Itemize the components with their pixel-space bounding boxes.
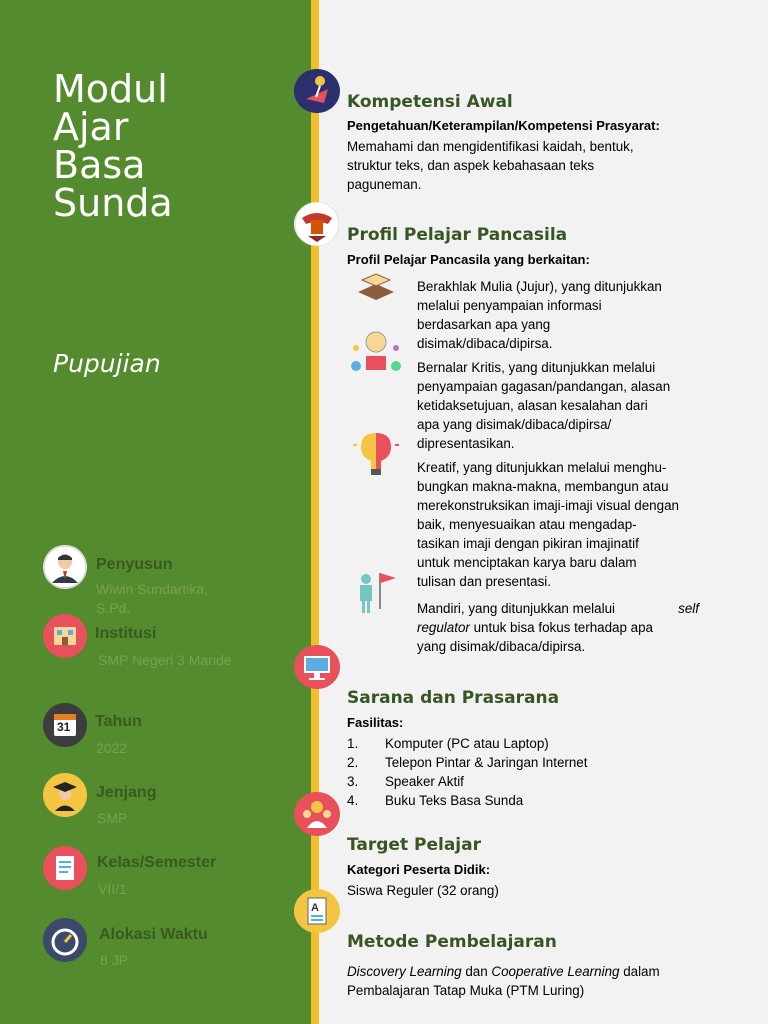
accent-bar: [311, 0, 319, 1024]
graduate-icon: [43, 773, 87, 817]
garuda-icon: [294, 202, 340, 246]
target-value: Siswa Reguler (32 orang): [347, 883, 499, 898]
svg-text:A: A: [311, 902, 319, 914]
document-icon: [294, 889, 340, 933]
facility-list: [347, 734, 587, 810]
cover-title-line: Ajar: [53, 105, 129, 149]
section-title: Target Pelajar: [347, 835, 481, 855]
cover-title-line: Basa: [53, 143, 146, 187]
calendar-number: 31: [57, 720, 71, 734]
section-text: Memahami dan mengidentifikasi kaidah, bentuk, struktur teks, dan aspek kebahasaan teks paguneman.: [347, 139, 634, 192]
info-value: VII/1: [98, 881, 127, 897]
section-subtitle: Fasilitas:: [347, 715, 404, 730]
students-icon: [294, 792, 340, 836]
monitor-icon: [294, 645, 340, 689]
info-value: 2022: [96, 740, 128, 756]
profil-text-kreatif: Kreatif, yang ditunjukkan melalui menghu- bungkan makna-makna, membangun atau merekonstruksikan imaji-imaji visual dengan baik, menyesuaikan atau mengadap- tasikan imaji dengan pikiran imajinatif untuk menciptakan karya baru dalam tulisan dan presentasi.: [417, 460, 679, 589]
list-item: 3. Speaker Aktif: [347, 774, 464, 789]
section-title: Profil Pelajar Pancasila: [347, 225, 568, 245]
person-icon: [43, 545, 87, 589]
thinking-icon: [348, 326, 404, 380]
book-icon: [43, 846, 87, 890]
section-subtitle: Kategori Peserta Didik:: [347, 862, 491, 877]
section-title: Kompetensi Awal: [347, 92, 513, 112]
info-label: Tahun: [95, 713, 142, 730]
brain-icon: [347, 425, 405, 481]
list-item: 4. Buku Teks Basa Sunda: [347, 793, 524, 808]
section-subtitle: Profil Pelajar Pancasila yang berkaitan:: [347, 252, 590, 267]
info-value: SMP Negeri 3 Mande: [98, 652, 232, 668]
info-value: SMP: [97, 810, 128, 826]
calendar-icon: [43, 703, 87, 747]
section-title: Metode Pembelajaran: [347, 932, 557, 952]
flag-person-icon: [352, 569, 400, 615]
profil-text-kritis: Bernalar Kritis, yang ditunjukkan melalui penyampaian gagasan/pandangan, alasan ketidaksetujuan, alasan kesalahan dari apa yang disimak/dibaca/dipirsa/ dipresentasikan.: [417, 360, 671, 451]
info-value: 8 JP: [100, 952, 129, 968]
info-label: Kelas/Semester: [97, 854, 217, 871]
section-title: Sarana dan Prasarana: [347, 688, 560, 708]
info-label: Jenjang: [96, 784, 157, 801]
list-item: 1. Komputer (PC atau Laptop): [347, 736, 549, 751]
info-label: Alokasi Waktu: [99, 926, 208, 943]
cover-subtitle: Pupujian: [53, 349, 161, 378]
info-label: Penyusun: [96, 556, 173, 573]
profil-text-mandiri: Mandiri, yang ditunjukkan melalui self regulator untuk bisa fokus terhadap apa yang disimak/dibaca/dipirsa.: [417, 601, 699, 654]
cover-title-line: Modul: [53, 67, 168, 111]
gauge-icon: [43, 918, 87, 962]
metode-text: Discovery Learning dan Cooperative Learning dalam Pembalajaran Tatap Muka (PTM Luring): [347, 964, 660, 998]
profil-text-jujur: Berakhlak Mulia (Jujur), yang ditunjukkan melalui penyampaian informasi berdasarkan apa yang disimak/dibaca/dipirsa.: [417, 279, 662, 351]
teacher-icon: [294, 69, 340, 113]
cover-title-line: Sunda: [53, 181, 173, 225]
school-icon: [43, 614, 87, 658]
info-label: Institusi: [95, 625, 157, 642]
section-subtitle: Pengetahuan/Keterampilan/Kompetensi Prasyarat:: [347, 118, 660, 133]
info-value: Wiwin Sundartika, S.Pd.: [96, 581, 209, 616]
quran-icon: [352, 270, 400, 302]
list-item: 2. Telepon Pintar & Jaringan Internet: [347, 755, 588, 770]
